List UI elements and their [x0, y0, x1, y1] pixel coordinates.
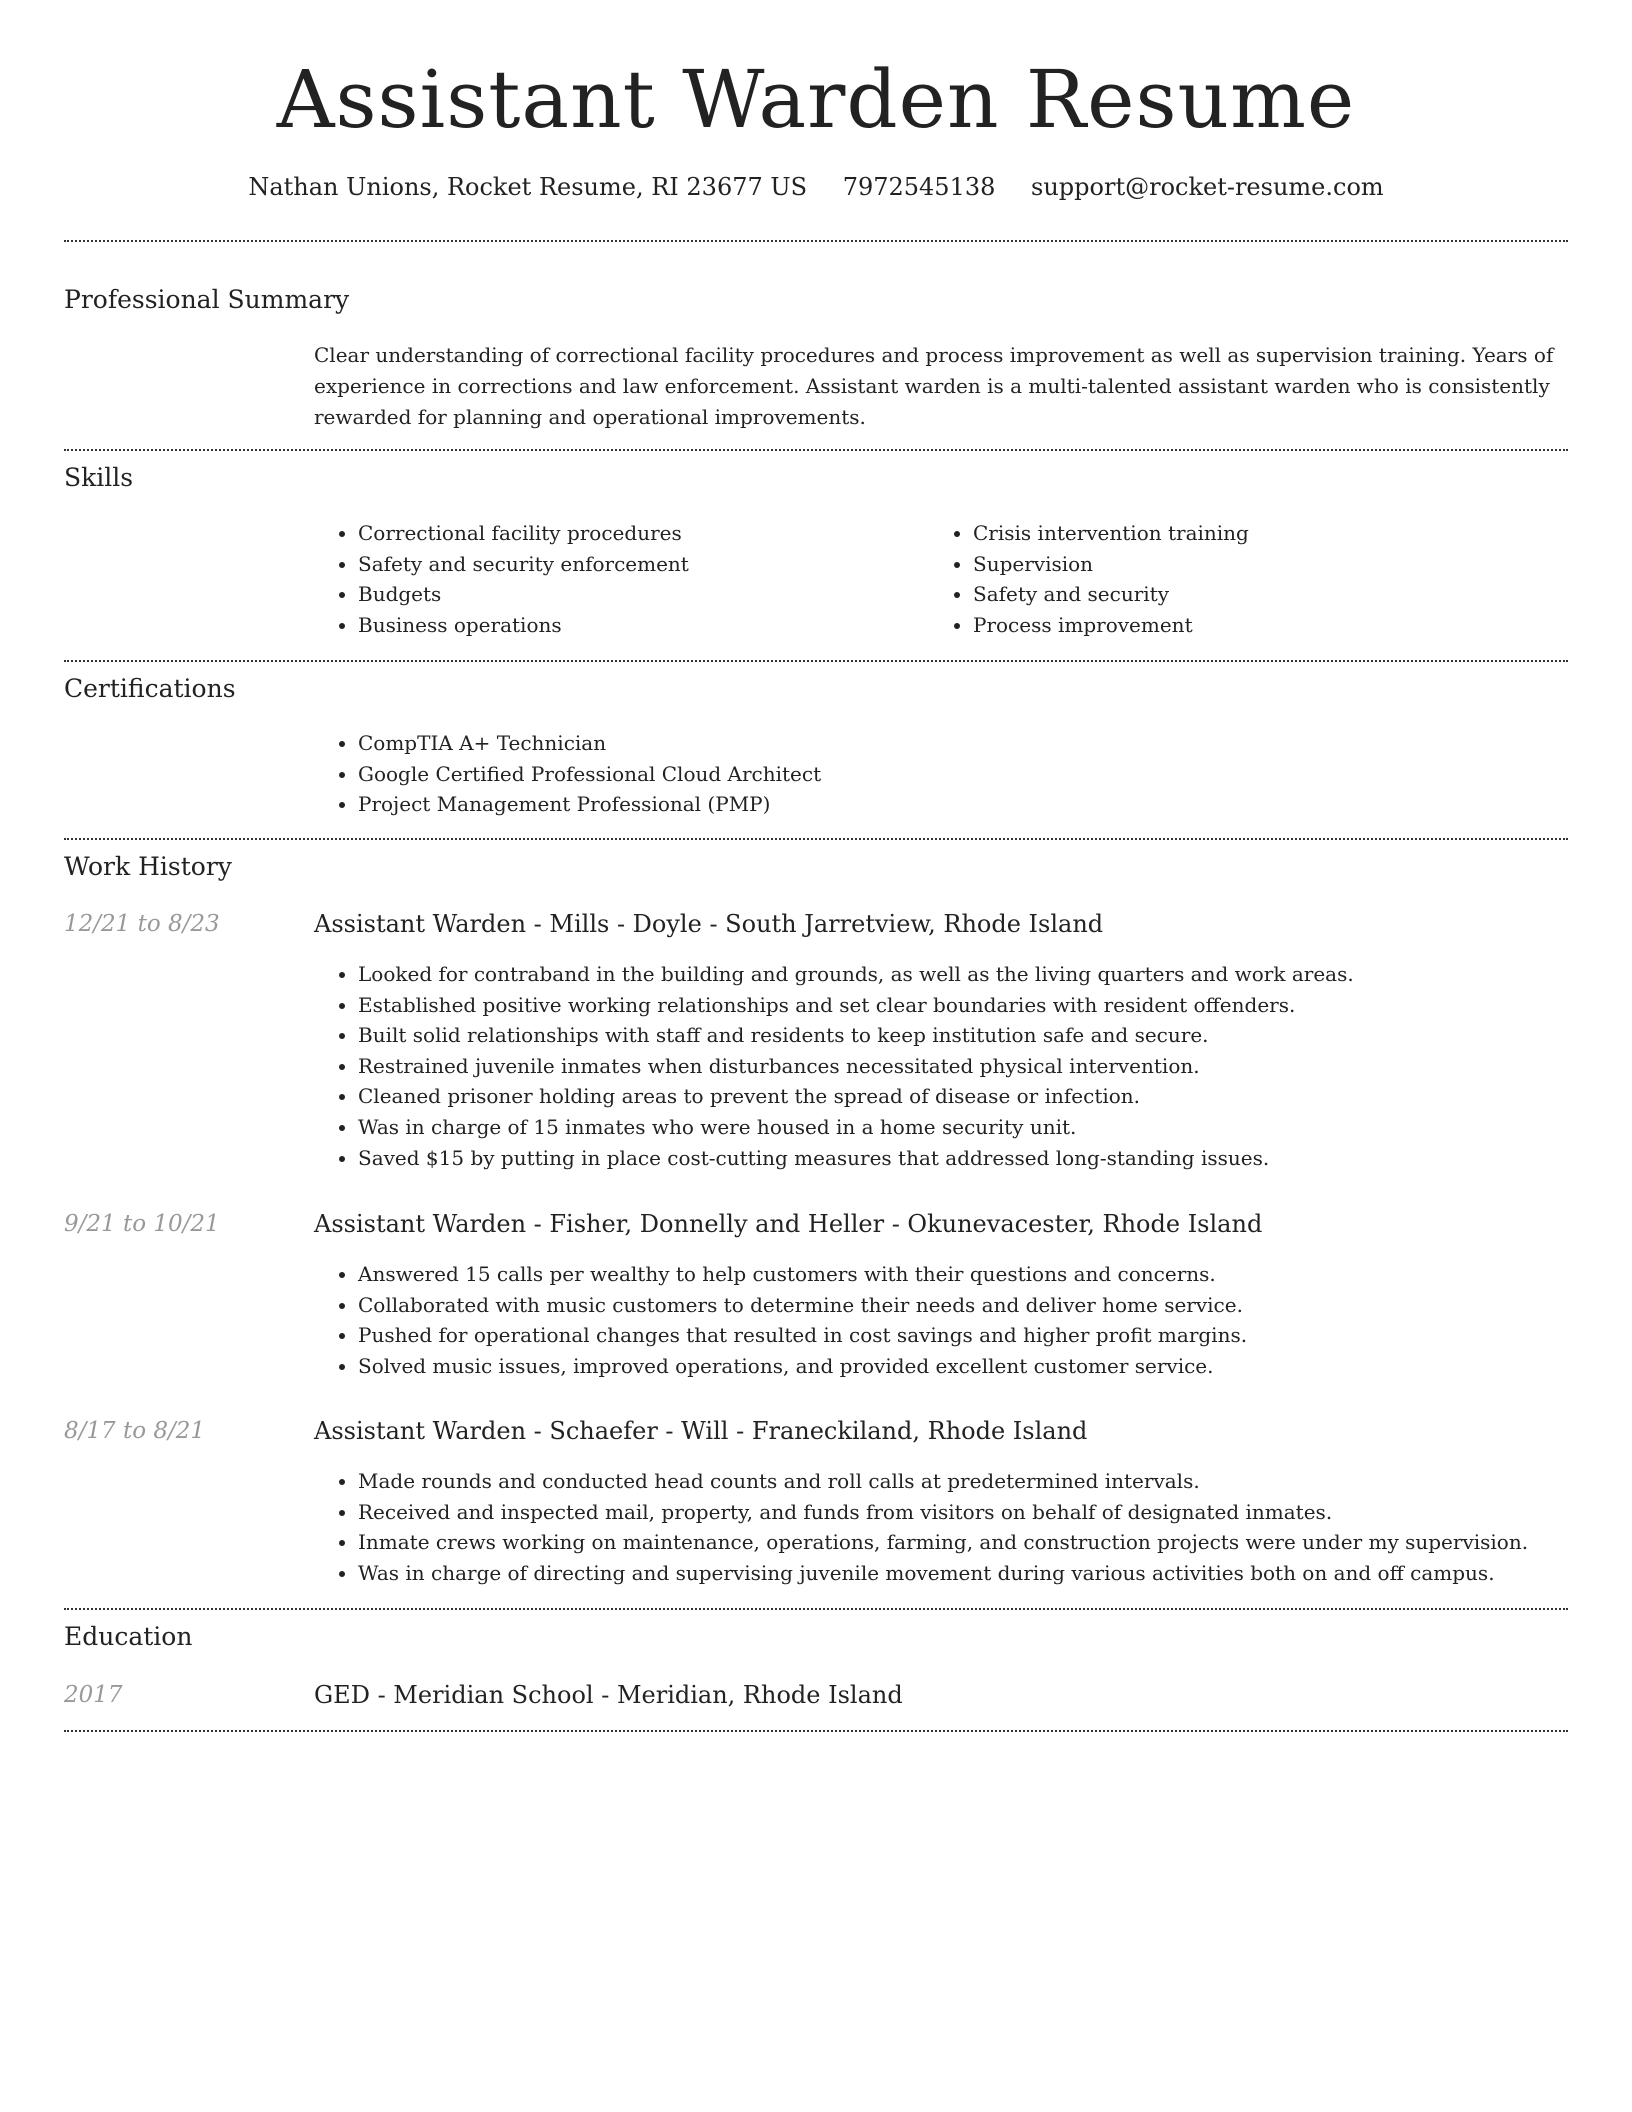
certifications-list	[314, 728, 1558, 820]
skill-item: • Correctional facility procedures	[358, 518, 938, 549]
skill-item: • Safety and security enforcement	[358, 549, 938, 580]
job-bullet: • Answered 15 calls per wealthy to help customers with their questions and concerns.	[358, 1259, 1612, 1290]
job-bullets	[314, 959, 1612, 1173]
job-title: Assistant Warden - Mills - Doyle - South Jarretview, Rhode Island	[314, 910, 1104, 938]
resume-title: Assistant Warden Resume	[276, 53, 1356, 146]
section-divider	[64, 449, 1568, 451]
job-bullets	[314, 1466, 1612, 1588]
section-divider	[64, 1608, 1568, 1610]
job-bullets	[314, 1259, 1612, 1381]
section-divider	[64, 838, 1568, 840]
contact-address: Nathan Unions, Rocket Resume, RI 23677 US	[248, 173, 808, 201]
job-bullet: • Looked for contraband in the building and grounds, as well as the living quarters and work areas.	[358, 959, 1612, 990]
job-bullet: • Established positive working relationships and set clear boundaries with resident offenders.	[358, 990, 1612, 1021]
job-bullet: • Inmate crews working on maintenance, operations, farming, and construction projects were under my supervision.	[358, 1527, 1612, 1558]
skills-heading: Skills	[64, 463, 134, 492]
job-bullet: • Made rounds and conducted head counts and roll calls at predetermined intervals.	[358, 1466, 1612, 1497]
job-bullet: • Was in charge of 15 inmates who were housed in a home security unit.	[358, 1112, 1612, 1143]
job-bullet: • Built solid relationships with staff and residents to keep institution safe and secure.	[358, 1020, 1612, 1051]
job-bullet: • Saved $15 by putting in place cost-cutting measures that addressed long-standing issues.	[358, 1143, 1612, 1174]
certification-item: • CompTIA A+ Technician	[358, 728, 1558, 759]
skill-item: • Safety and security	[973, 579, 1573, 610]
skill-item: • Budgets	[358, 579, 938, 610]
work-history-heading: Work History	[64, 852, 232, 881]
job-bullet: • Pushed for operational changes that resulted in cost savings and higher profit margins.	[358, 1320, 1612, 1351]
job-title: Assistant Warden - Schaefer - Will - Franeckiland, Rhode Island	[314, 1417, 1088, 1445]
section-divider	[64, 240, 1568, 242]
summary-text: Clear understanding of correctional facility procedures and process improvement as well as supervision training. Years of experience in corrections and law enforcement. Assistant warden is a multi-talented assistant warden who is consistently rewarded for planning and operational improvements.	[314, 343, 1554, 429]
certification-item: • Google Certified Professional Cloud Architect	[358, 759, 1558, 790]
job-bullet: • Was in charge of directing and supervising juvenile movement during various activities both on and off campus.	[358, 1558, 1612, 1589]
job-dates: 9/21 to 10/21	[64, 1211, 220, 1237]
job-bullet: • Solved music issues, improved operations, and provided excellent customer service.	[358, 1351, 1612, 1382]
section-divider	[64, 1730, 1568, 1732]
skill-item: • Business operations	[358, 610, 938, 641]
job-dates: 12/21 to 8/23	[64, 911, 220, 937]
contact-line	[64, 170, 1568, 204]
certification-item: • Project Management Professional (PMP)	[358, 789, 1558, 820]
certifications-heading: Certifications	[64, 674, 236, 703]
skills-list-left	[314, 518, 938, 640]
job-bullet: • Cleaned prisoner holding areas to prevent the spread of disease or infection.	[358, 1081, 1612, 1112]
section-divider	[64, 660, 1568, 662]
education-dates: 2017	[64, 1682, 123, 1708]
job-bullet: • Restrained juvenile inmates when disturbances necessitated physical intervention.	[358, 1051, 1612, 1082]
contact-email: support@rocket-resume.com	[1031, 173, 1384, 201]
job-bullet: • Received and inspected mail, property, and funds from visitors on behalf of designated inmates.	[358, 1497, 1612, 1528]
skill-item: • Supervision	[973, 549, 1573, 580]
education-title: GED - Meridian School - Meridian, Rhode Island	[314, 1681, 903, 1709]
summary-heading: Professional Summary	[64, 285, 350, 314]
skills-list-right	[929, 518, 1573, 640]
contact-phone: 7972545138	[842, 173, 996, 201]
skill-item: • Crisis intervention training	[973, 518, 1573, 549]
education-heading: Education	[64, 1622, 193, 1651]
job-bullet: • Collaborated with music customers to determine their needs and deliver home service.	[358, 1290, 1612, 1321]
skill-item: • Process improvement	[973, 610, 1573, 641]
job-title: Assistant Warden - Fisher, Donnelly and Heller - Okunevacester, Rhode Island	[314, 1210, 1263, 1238]
job-dates: 8/17 to 8/21	[64, 1418, 206, 1444]
